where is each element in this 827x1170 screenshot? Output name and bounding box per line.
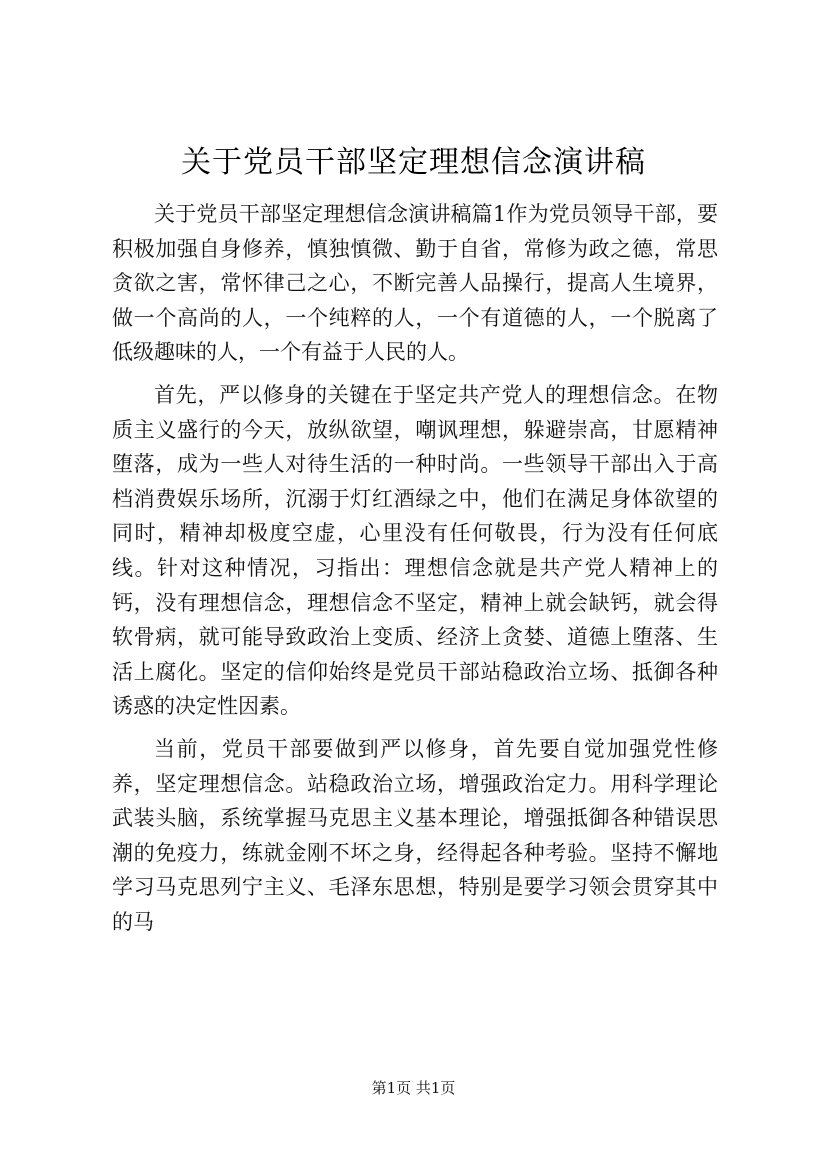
document-title: 关于党员干部坚定理想信念演讲稿 [181,145,646,180]
paragraph-1: 关于党员干部坚定理想信念演讲稿篇1作为党员领导干部，要积极加强自身修养，慎独慎微、勤于自省，常修为政之德，常思贪欲之害，常怀律己之心，不断完善人品操行，提高人生境界，做一个高尚的人，一个纯粹的人，一个有道德的人，一个脱离了低级趣味的人，一个有益于人民的人。 [112,202,718,365]
paragraph-3: 当前，党员干部要做到严以修身，首先要自觉加强党性修养，坚定理想信念。站稳政治立场，增强政治定力。用科学理论武装头脑，系统掌握马克思主义基本理论，增强抵御各种错误思潮的免疫力，练就金刚不坏之身，经得起各种考验。坚持不懈地学习马克思列宁主义、毛泽东思想，特别是要学习领会贯穿其中的马 [112,736,718,934]
paragraph-2: 首先，严以修身的关键在于坚定共产党人的理想信念。在物质主义盛行的今天，放纵欲望，嘲讽理想，躲避崇高，甘愿精神堕落，成为一些人对待生活的一种时尚。一些领导干部出入于高档消费娱乐场所，沉溺于灯红酒绿之中，他们在满足身体欲望的同时，精神却极度空虚，心里没有任何敬畏，行为没有任何底线。针对这种情况，习指出：理想信念就是共产党人精神上的钙，没有理想信念，理想信念不坚定，精神上就会缺钙，就会得软骨病，就可能导致政治上变质、经济上贪婪、道德上堕落、生活上腐化。坚定的信仰始终是党员干部站稳政治立场、抵御各种诱惑的决定性因素。 [112,382,718,719]
document-body [112,197,718,947]
page-footer: 第1页 共1页 [371,1079,456,1097]
